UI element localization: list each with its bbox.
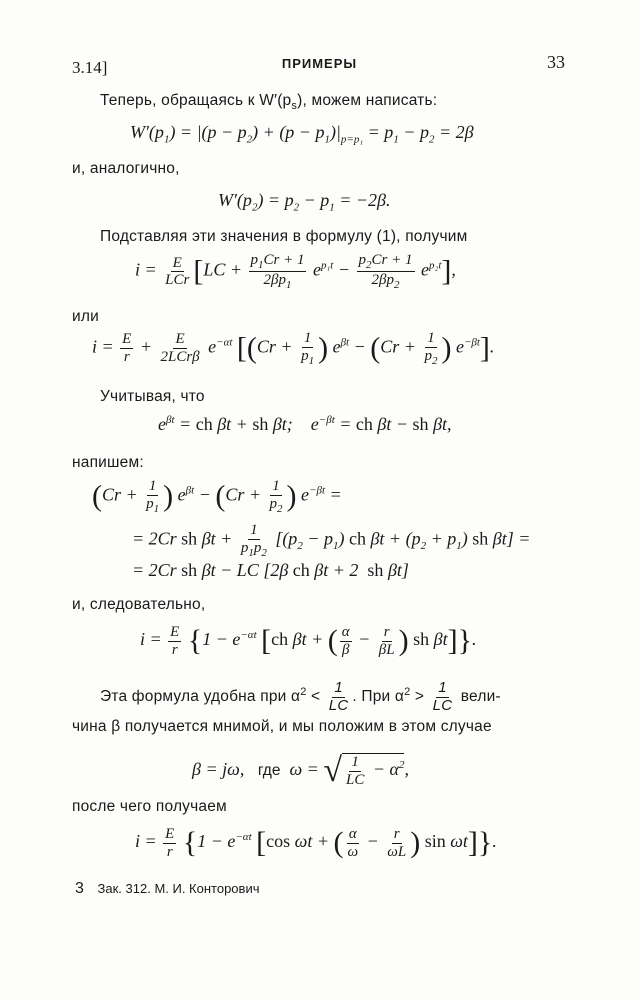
section-number: 3.14] <box>72 58 108 77</box>
equation-2: $W'(p_2) = p_2 - p_1 = -2\beta$. <box>218 190 391 214</box>
paragraph-line: Подставляя эти значения в формулу (1), получим <box>100 228 468 245</box>
paragraph-line: чина β получается мнимой, и мы положим в этом случае <box>72 718 492 735</box>
equation-1: $W'(p_1) = |(p - p_2) + (p - p_1)|_{p=p_1} = p_1 - p_2 = 2\beta$ <box>130 122 474 146</box>
paragraph-line: Теперь, обращаясь к $W'(p_s)$, можем написать: <box>100 92 438 113</box>
equation-7: i = $\frac{E}{r}$ {$1 - e^{-\alpha t}$ [ch βt + ( $\frac{\alpha}{\beta}$ − $\frac{r}{\beta L}$ ) sh βt]}. <box>140 624 477 658</box>
equation-9: i = $\frac{E}{r}$ {$1 - e^{-\alpha t}$ [cos ωt + ( $\frac{\alpha}{\omega}$ − $\frac{r}{\omega L}$ ) sin ωt]}. <box>135 826 497 860</box>
equation-8: β = jω, где ω = √ $\frac{1}{LC}$ − $\alpha^2$, <box>192 752 409 789</box>
paragraph-line: после чего получаем <box>72 798 227 815</box>
paragraph-line: и, аналогично, <box>72 160 180 177</box>
running-title: ПРИМЕРЫ <box>281 56 358 71</box>
equation-6-line3: = 2Cr sh βt − LC [2β ch βt + 2 sh βt] <box>132 560 409 580</box>
equation-3: i = $\frac{E}{\text{LCr}}$ [LC + $\frac{p_1Cr + 1}{2\beta p_1}$ $e^{p_1t}$ − $\frac{p_2Cr + 1}{2\beta p_2}$ $e^{p_2t}$], <box>135 252 456 292</box>
equation-6-line1: (Cr + $\frac{1}{p_1}$ ) $e^{\beta t} - (Cr$ + $\frac{1}{p_2}$ ) $e^{-\beta t}$ = <box>92 478 342 515</box>
equation-4: i = $\frac{E}{r}$ + $\frac{E}{\text{2LCrβ}}$ $e^{-\alpha t}$ [(Cr + $\frac{1}{p_1}$ ) $e^{\beta t} - (Cr$ + $\frac{1}{p_2}$ ) $e^{-\beta t}$]. <box>92 330 495 367</box>
imprint-text: Зак. 312. М. И. Конторович <box>97 881 260 896</box>
paragraph-line: Учитывая, что <box>100 388 205 405</box>
paragraph-line: или <box>72 308 99 325</box>
equation-6-line2: = 2Cr sh βt + $\frac{1}{p_1p_2}$ [$(p_2 - p_1)$ ch $\beta t + (p_2 + p_1)$ sh βt] = <box>132 522 531 559</box>
page-number: 33 <box>547 52 565 72</box>
paragraph-line: Эта формула удобна при $\alpha^2$ < $\frac{1}{LC}$ . При $\alpha^2$ > $\frac{1}{LC}$ вели- <box>100 679 501 714</box>
paragraph-line: и, следовательно, <box>72 596 206 613</box>
equation-5: $e^{\beta t}$ = ch βt + sh βt; $e^{-\beta t}$ = ch βt − sh βt, <box>158 414 452 434</box>
signature-number: 3 <box>75 880 84 897</box>
footer-imprint <box>75 880 259 898</box>
paragraph-line: напишем: <box>72 454 144 471</box>
